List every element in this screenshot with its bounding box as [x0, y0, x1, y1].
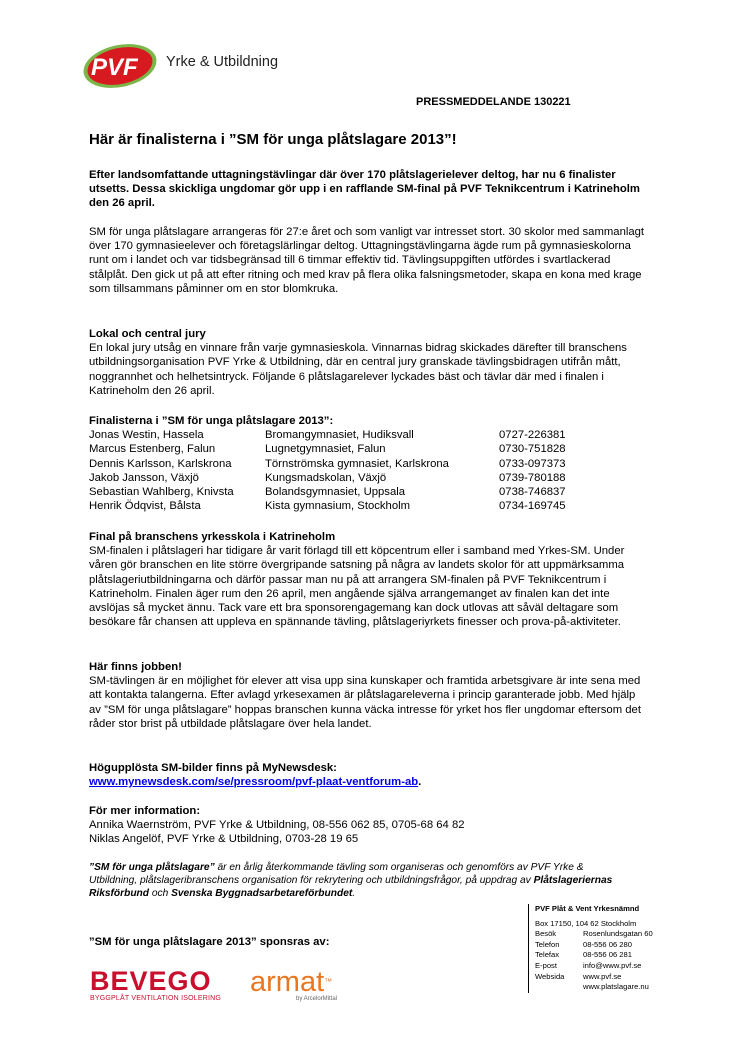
contact-value: www.pvf.se — [583, 971, 622, 981]
contact-row — [535, 929, 667, 940]
finalist-school: Bromangymnasiet, Hudiksvall — [265, 429, 414, 442]
contact-value: 08-556 06 280 — [583, 939, 632, 949]
finalist-phone: 0733-097373 — [499, 457, 566, 470]
section-heading: Finalisterna i ”SM för unga plåtslagare 2013”: — [89, 415, 334, 427]
pvf-logo — [82, 40, 322, 90]
finalist-name: Jonas Westin, Hassela — [89, 429, 204, 442]
finalist-row — [89, 499, 566, 513]
armat-tagline: by ArcelorMittal — [296, 996, 338, 1002]
sponsor-label: ”SM för unga plåtslagare 2013” sponsras av: — [89, 936, 330, 948]
contact-label: Telefon — [535, 939, 560, 949]
intro-paragraph: Efter landsomfattande uttagningstävlingar där över 170 plåtslagerielever deltog, har nu 6 finalister utsetts. Dessa skickliga ungdomar gör upp i en rafflande SM-final på PVF Teknikcentrum i Katrineholm den 26 april. — [89, 169, 640, 210]
finalist-school: Kungsmadskolan, Växjö — [265, 471, 387, 484]
armat-trademark: ™ — [324, 977, 333, 986]
bevego-tagline: BYGGPLÅT VENTILATION ISOLERING — [90, 995, 221, 1002]
finalist-row — [89, 428, 566, 442]
section-text: En lokal jury utsåg en vinnare från varje gymnasieskola. Vinnarnas bidrag skickades därefter till branschens utbildningsorganisation PVF Yrke & Utbildning, där en central jury granskade tävlingsbidragen utifrån mått, noggrannhet och helhetsintryck. Följande 6 plåtslagarelever lyckades bäst och tävlar där med i finalen i Katrineholm den 26 april. — [89, 342, 627, 397]
section-heading: Här finns jobben! — [89, 661, 182, 673]
link-suffix: . — [418, 776, 422, 789]
finalist-school: Lugnetgymnasiet, Falun — [265, 443, 386, 456]
mynewsdesk-link[interactable]: www.mynewsdesk.com/se/pressroom/pvf-plaat-ventforum-ab — [89, 776, 419, 789]
press-release-label: PRESSMEDDELANDE 130221 — [416, 96, 571, 108]
armat-logo — [250, 968, 360, 1002]
contact-row — [535, 982, 667, 993]
finalists-table — [89, 428, 566, 513]
pvf-logo-icon — [82, 40, 166, 90]
section-heading: För mer information: — [89, 805, 201, 817]
finalist-row — [89, 471, 566, 485]
finalist-school: Törnströmska gymnasiet, Karlskrona — [265, 457, 449, 470]
contact-address: Box 17150, 104 62 Stockholm — [535, 918, 637, 928]
logo-text: PVF — [91, 54, 138, 81]
finalist-row — [89, 457, 566, 471]
finalist-name: Marcus Estenberg, Falun — [89, 443, 216, 456]
section-heading: Lokal och central jury — [89, 328, 206, 340]
section-heading: Högupplösta SM-bilder finns på MyNewsdesk: — [89, 762, 337, 774]
footnote-bold-3: Svenska Byggnadsarbetareförbundet — [171, 888, 353, 899]
contact-box — [528, 904, 667, 993]
footnote-text-3: . — [352, 888, 356, 899]
contact-label: E-post — [535, 960, 557, 970]
paragraph-background: SM för unga plåtslagare arrangeras för 27:e året och som vanligt var intresset stort. 30 skolor med sammanlagt över 170 gymnasieelever och företagslärlingar deltog. Uttagningstävlingarna ägde rum på gymnasieskolorna runt om i landet och var tidsbegränsad till 6 timmar effektiv tid. Tävlingsuppgiften utfördes i svartlackerad stålplåt. Den gick ut på att efter ritning och med krav på flera olika falsningsmetoder, skapa en kona med krage som tillsammans påminner om en stor blomkruka. — [89, 226, 645, 295]
finalist-row — [89, 485, 566, 499]
footnote-text-1: är en årlig återkommande tävling som organiseras och genomförs av PVF Yrke & Utbildning, plåtslageribranschens organisation för rekrytering och utbildningsfrågor, på uppdrag av — [89, 862, 584, 886]
section-jury — [89, 327, 649, 398]
contact-org: PVF Plåt & Vent Yrkesnämnd — [535, 904, 640, 913]
section-finalists — [89, 414, 649, 513]
contact-value: Rosenlundsgatan 60 — [583, 929, 653, 939]
footnote-bold-2: Plåtslageriernas Riksförbund — [89, 875, 613, 899]
bevego-logo — [90, 968, 220, 1002]
footnote-bold-1: ”SM för unga plåtslagare” — [89, 862, 215, 873]
section-text: SM-finalen i plåtslageri har tidigare år varit förlagd till ett köpcentrum eller i samband med Yrkes-SM. Under våren gör branschen en lite större övergripande satsning på några av landets skolor för att uppmärksamma plåtslageriutbildningarna och därför passar man nu på att arrangera SM-finalen på PVF Teknikcentrum i Katrineholm. Finalen äger rum den 26 april, men angående själva arrangemanget av finalen kan det inte avslöjas så mycket ännu. Tack vare ett bra sponsorengagemang kan dock utlovas att såväl deltagare som besökare får chansen att uppleva en spännande tävling, plåtslageriyrkets finesser och prova-på-aktiviteter. — [89, 545, 625, 629]
finalist-row — [89, 442, 566, 456]
bevego-wordmark: BEVEGO — [90, 966, 212, 996]
section-text: SM-tävlingen är en möjlighet för elever att visa upp sina kunskaper och framtida arbetsgivare är inte sena med att kontakta talangerna. Efter avlagd yrkesexamen är plåtslagareleverna i princip garanterade jobb. Med hjälp av ”SM för unga plåtslagare” hoppas branschen kunna väcka intresse för yrket hos fler ungdomar eftersom det råder stor brist på utbildade plåtslagare över hela landet. — [89, 675, 641, 730]
footnote — [89, 861, 629, 900]
contact-label: Websida — [535, 971, 565, 981]
finalist-phone: 0734-169745 — [499, 500, 566, 513]
finalist-phone: 0730-751828 — [499, 443, 566, 456]
section-heading: Final på branschens yrkesskola i Katrineholm — [89, 531, 336, 543]
contact-label: Besök — [535, 929, 557, 939]
finalist-phone: 0739-780188 — [499, 471, 566, 484]
finalist-school: Kista gymnasium, Stockholm — [265, 500, 411, 513]
contact-line-1: Annika Waernström, PVF Yrke & Utbildning, 08-556 062 85, 0705-68 64 82 — [89, 819, 465, 832]
contact-label — [535, 982, 583, 993]
finalist-school: Bolandsgymnasiet, Uppsala — [265, 486, 406, 499]
section-jobs — [89, 660, 649, 731]
armat-wordmark: armat — [250, 966, 325, 998]
contact-value: info@www.pvf.se — [583, 960, 642, 970]
section-final — [89, 530, 649, 629]
page-title: Här är finalisterna i ”SM för unga plåtslagare 2013”! — [89, 131, 457, 148]
brand-name: Yrke & Utbildning — [166, 54, 279, 70]
section-info — [89, 804, 649, 847]
contact-row — [535, 940, 667, 951]
finalist-name: Jakob Jansson, Växjö — [89, 471, 199, 484]
finalist-name: Henrik Ödqvist, Bålsta — [89, 500, 201, 513]
finalist-phone: 0727-226381 — [499, 429, 566, 442]
finalist-name: Dennis Karlsson, Karlskrona — [89, 457, 232, 470]
contact-value: www.platslagare.nu — [583, 982, 649, 992]
contact-value: 08-556 06 281 — [583, 950, 632, 960]
finalist-phone: 0738-746837 — [499, 486, 566, 499]
contact-line-2: Niklas Angelöf, PVF Yrke & Utbildning, 0703-28 19 65 — [89, 833, 359, 846]
contact-row — [535, 961, 667, 972]
contact-row — [535, 972, 667, 983]
section-images — [89, 761, 649, 789]
contact-label: Telefax — [535, 950, 560, 960]
contact-row — [535, 950, 667, 961]
footnote-text-2: och — [149, 888, 172, 899]
finalist-name: Sebastian Wahlberg, Knivsta — [89, 486, 234, 499]
